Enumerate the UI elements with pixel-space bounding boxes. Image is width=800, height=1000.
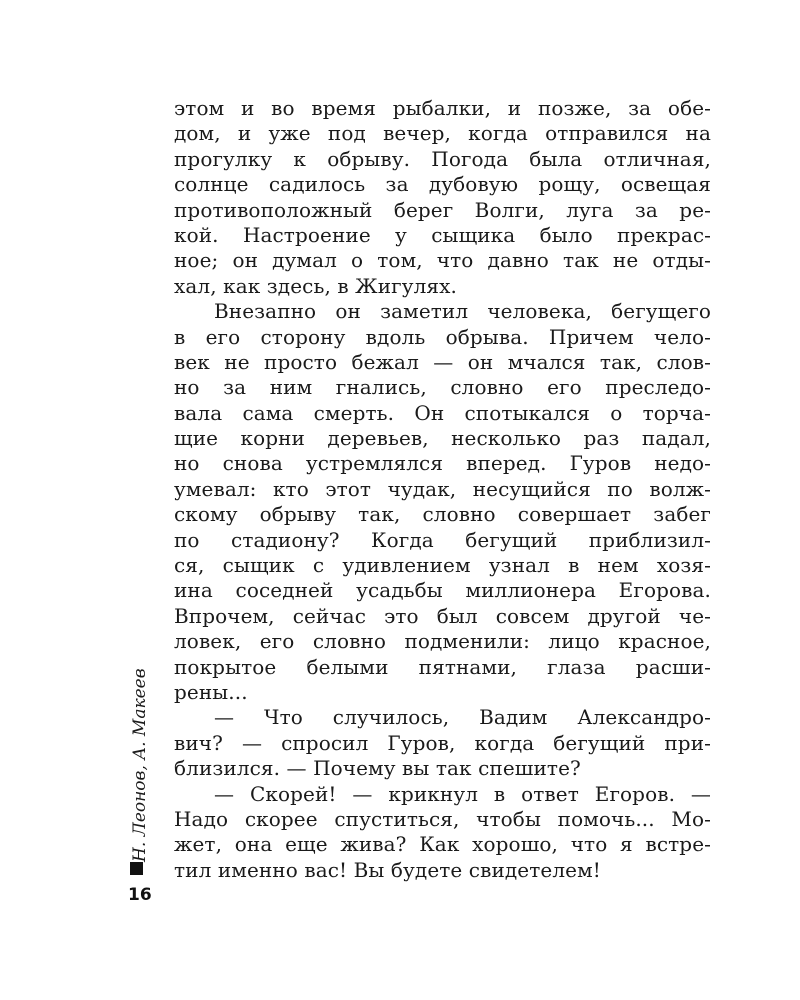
text-line: Внезапно он заметил человека, бегущего — [214, 299, 711, 324]
text-line: кой. Настроение у сыщика было прекрас- — [174, 222, 711, 247]
text-line: щие корни деревьев, несколько раз падал, — [174, 426, 711, 451]
text-line: умевал: кто этот чудак, несущийся по волж- — [174, 476, 711, 501]
text-line: близился. — Почему вы так спешите? — [174, 756, 581, 781]
text-line: ина соседней усадьбы миллионера Егорова. — [174, 578, 711, 603]
body-text — [174, 96, 711, 883]
text-line: — Что случилось, Вадим Александро- — [214, 705, 711, 730]
text-line: хал, как здесь, в Жигулях. — [174, 273, 457, 298]
text-line: но снова устремлялся вперед. Гуров недо- — [174, 451, 711, 476]
text-line: Надо скорее спуститься, чтобы помочь... Мо- — [174, 806, 711, 831]
running-head-author: Н. Леонов, А. Макеев — [130, 668, 150, 862]
text-line: жет, она еще жива? Как хорошо, что я встре- — [174, 832, 711, 857]
text-line: ся, сыщик с удивлением узнал в нем хозя- — [174, 553, 711, 578]
text-line: в его сторону вдоль обрыва. Причем чело- — [174, 324, 711, 349]
text-line: — Скорей! — крикнул в ответ Егоров. — — [214, 781, 711, 806]
text-line: ловек, его словно подменили: лицо красное, — [174, 629, 711, 654]
text-line: прогулку к обрыву. Погода была отличная, — [174, 146, 711, 171]
text-line: покрытое белыми пятнами, глаза расши- — [174, 654, 711, 679]
text-line: этом и во время рыбалки, и позже, за обе- — [174, 96, 711, 120]
text-line: Впрочем, сейчас это был совсем другой че- — [174, 603, 711, 628]
text-line: вич? — спросил Гуров, когда бегущий при- — [174, 730, 711, 755]
text-line: по стадиону? Когда бегущий приблизил- — [174, 527, 711, 552]
page-number: 16 — [128, 885, 152, 905]
text-line: вала сама смерть. Он спотыкался о торча- — [174, 400, 711, 425]
text-line: тил именно вас! Вы будете свидетелем! — [174, 857, 601, 882]
text-line: скому обрыву так, словно совершает забег — [174, 502, 711, 527]
text-line: противоположный берег Волги, луга за ре- — [174, 197, 711, 222]
text-line: но за ним гнались, словно его преследо- — [174, 375, 711, 400]
text-line: век не просто бежал — он мчался так, слов- — [174, 349, 711, 374]
square-marker-icon — [130, 862, 143, 875]
text-line: дом, и уже под вечер, когда отправился на — [174, 121, 711, 146]
text-line: рены... — [174, 679, 248, 704]
text-line: солнце садилось за дубовую рощу, освещая — [174, 172, 711, 197]
text-line: ное; он думал о том, что давно так не отды- — [174, 248, 711, 273]
